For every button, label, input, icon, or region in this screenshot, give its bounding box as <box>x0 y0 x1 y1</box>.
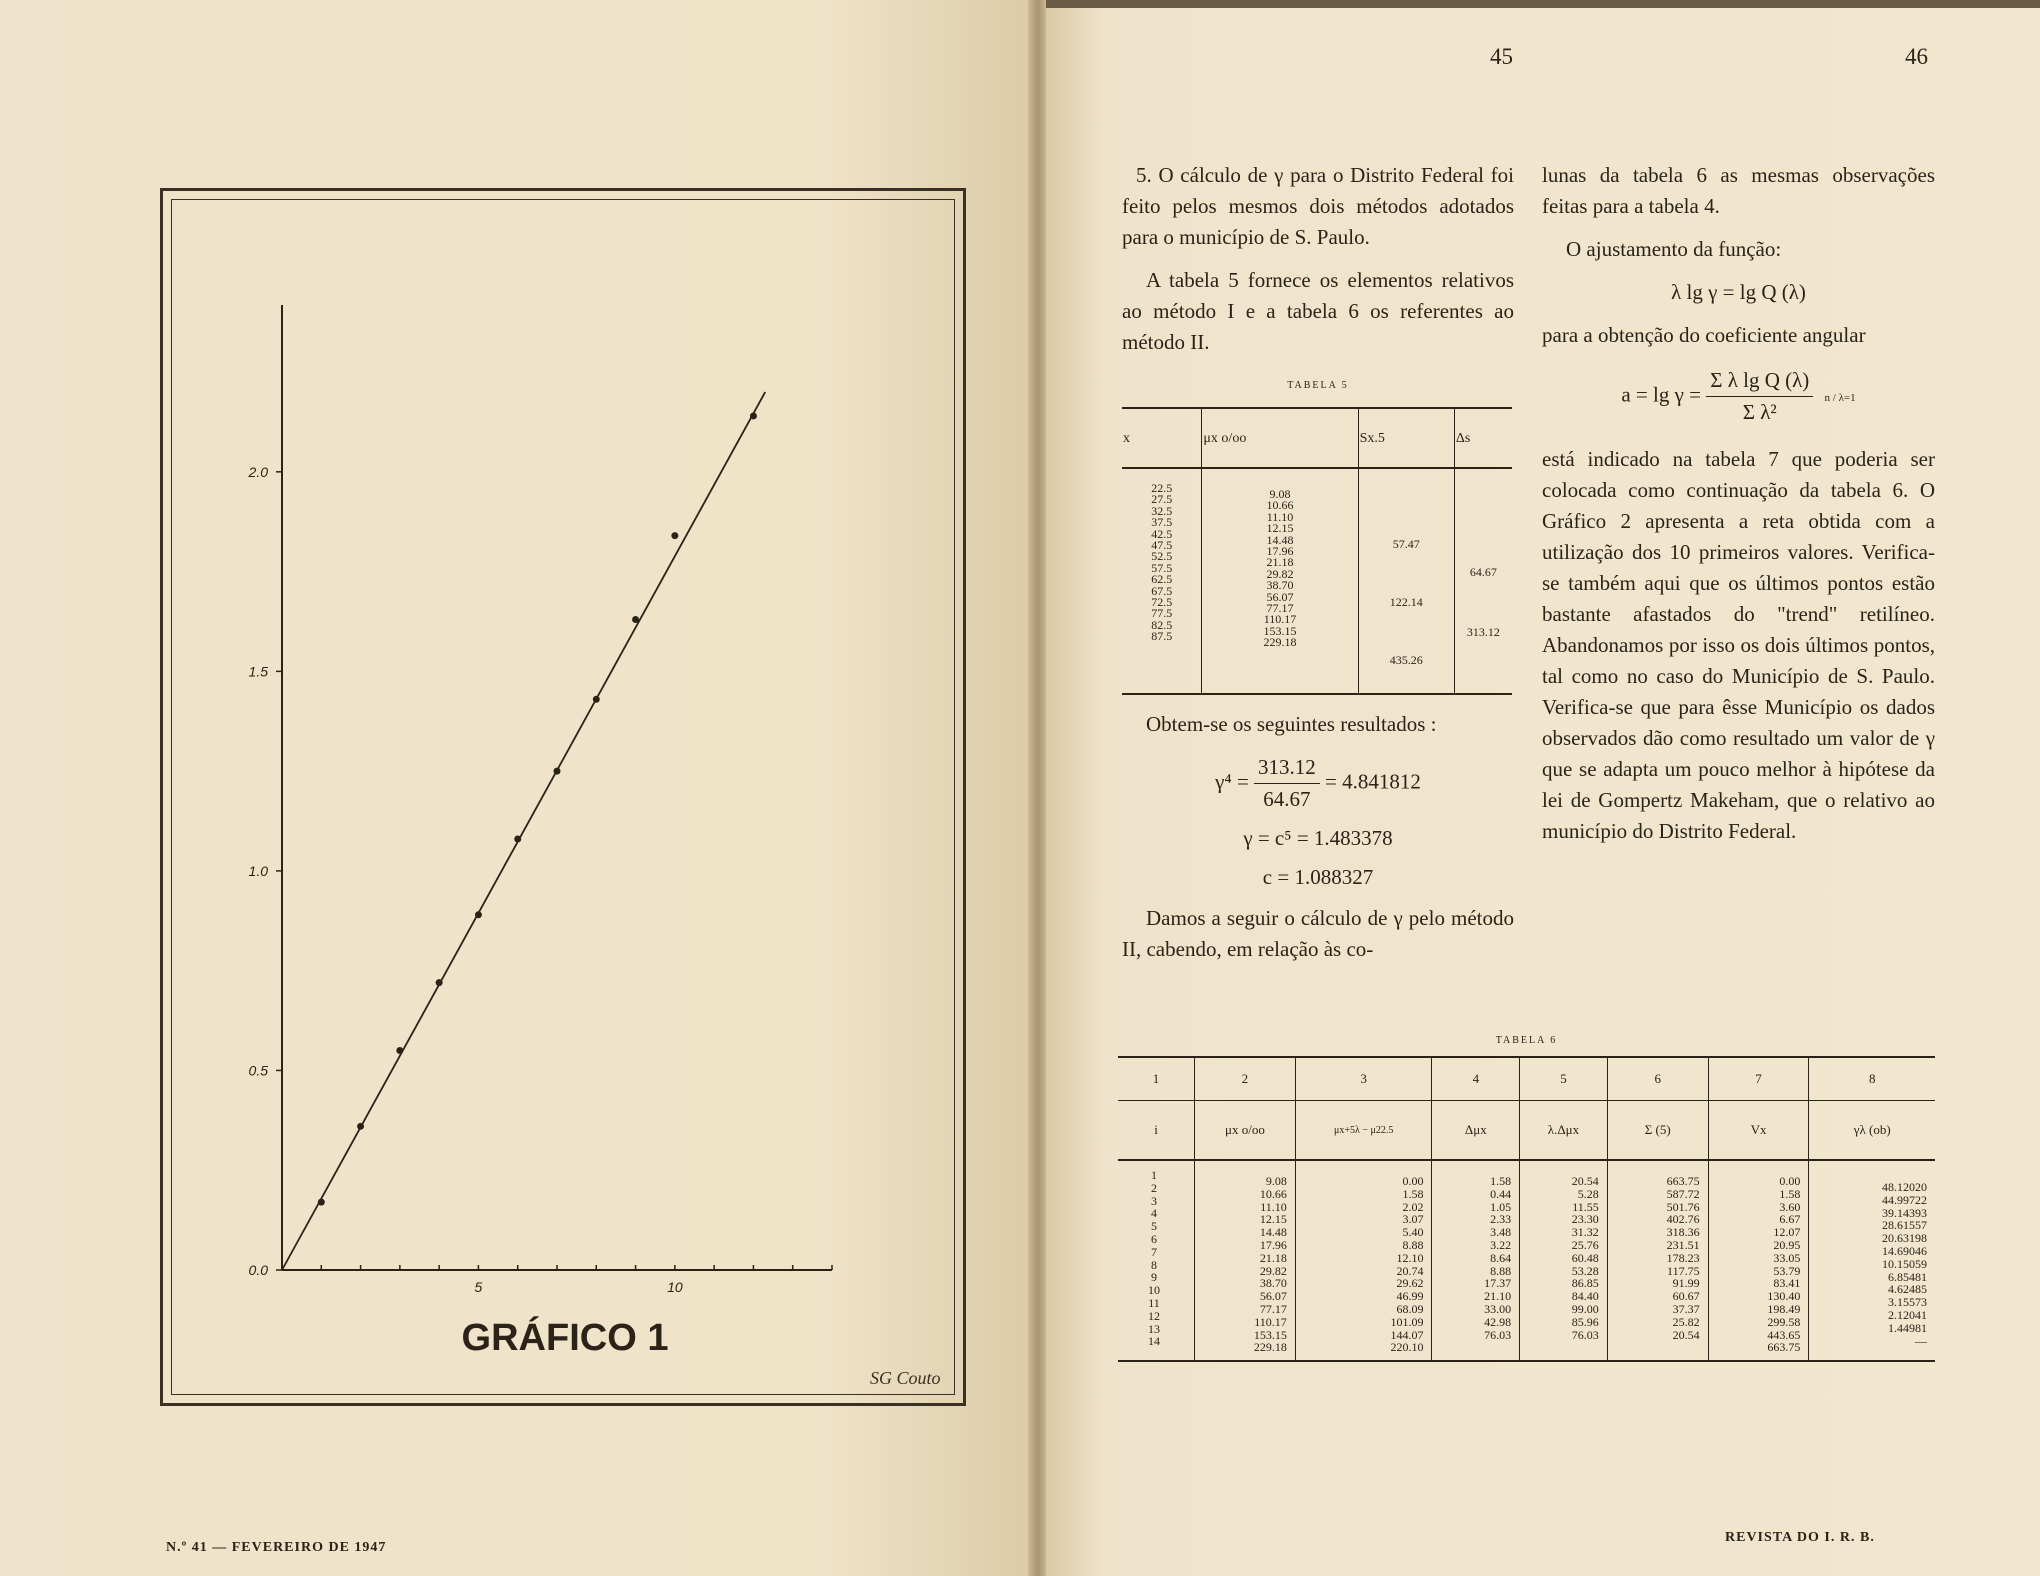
t6-c6-value: 117.75 <box>1667 1263 1700 1278</box>
t6-c8-value: 3.15573 <box>1888 1295 1927 1310</box>
page-number-45: 45 <box>1490 44 1513 69</box>
t6-colnum-4: 4 <box>1432 1057 1520 1101</box>
t6-c2-value: 11.10 <box>1260 1199 1287 1214</box>
eq2-fraction <box>1706 365 1813 428</box>
t6-header-sum: Σ (5) <box>1607 1101 1708 1161</box>
data-point <box>593 696 600 703</box>
t6-c6-value: 91.99 <box>1672 1276 1700 1291</box>
equation-lambda: λ lg γ = lg Q (λ) <box>1671 280 1806 304</box>
t6-c2-value: 29.82 <box>1259 1263 1287 1278</box>
t6-c7-value: 130.40 <box>1767 1289 1801 1304</box>
t6-col-1 <box>1118 1160 1195 1360</box>
t5-header-x: x <box>1122 408 1202 468</box>
t6-c1-value: 8 <box>1151 1257 1157 1272</box>
t5-col-s: 57.47 122.14 435.26 <box>1358 468 1454 693</box>
table5-caption: TABELA 5 <box>1287 380 1349 391</box>
t6-c4-value: 76.03 <box>1484 1327 1512 1342</box>
t6-c3-value: 144.07 <box>1390 1327 1424 1342</box>
x-tick-label: 10 <box>667 1279 683 1295</box>
x-tick-label: 5 <box>474 1279 483 1295</box>
t6-c3-value: 46.99 <box>1396 1289 1424 1304</box>
t6-colnum-1: 1 <box>1118 1057 1195 1101</box>
t6-c3-value: 12.10 <box>1396 1250 1424 1265</box>
t6-colnum-2: 2 <box>1195 1057 1296 1101</box>
t6-c8-value: 14.69046 <box>1882 1243 1927 1258</box>
t6-c1-value: 12 <box>1148 1308 1160 1323</box>
table6-caption: TABELA 6 <box>1495 1035 1558 1046</box>
t6-c7-value: 6.67 <box>1779 1212 1801 1227</box>
t6-c1-value: 3 <box>1151 1193 1157 1208</box>
t6-c4-value: 0.44 <box>1490 1186 1512 1201</box>
t6-c8-value: 20.63198 <box>1882 1231 1927 1246</box>
t6-c2-value: 12.15 <box>1259 1212 1287 1227</box>
t6-c3-value: 3.07 <box>1402 1212 1424 1227</box>
t6-c6-value: 318.36 <box>1666 1225 1700 1240</box>
t6-c1-value: 7 <box>1151 1244 1157 1259</box>
t6-c2-value: 56.07 <box>1259 1289 1287 1304</box>
t6-colnum-5: 5 <box>1520 1057 1608 1101</box>
t5-header-mu: μx o/oo <box>1202 408 1358 468</box>
t6-c6-value: 501.76 <box>1666 1199 1700 1214</box>
t6-c3-value: 1.58 <box>1402 1186 1424 1201</box>
equation-gamma: γ = c⁵ = 1.483378 <box>1243 826 1393 850</box>
t6-c4-value: 33.00 <box>1484 1301 1512 1316</box>
t6-col-8 <box>1809 1160 1935 1360</box>
t6-c8-value: 10.15059 <box>1882 1256 1927 1271</box>
t6-c2-value: 77.17 <box>1259 1301 1287 1316</box>
eq1-rhs: = 4.841812 <box>1325 769 1421 794</box>
t6-colnum-7: 7 <box>1708 1057 1809 1101</box>
eq1-denominator: 64.67 <box>1263 787 1311 811</box>
t6-c2-value: 38.70 <box>1259 1276 1287 1291</box>
t6-c3-value: 68.09 <box>1396 1301 1424 1316</box>
t6-c4-value: 1.58 <box>1490 1174 1512 1188</box>
t6-colnum-8: 8 <box>1809 1057 1935 1101</box>
paragraph-tabela-intro: A tabela 5 fornece os elementos relativos ao método I e a tabela 6 os referentes ao método II. <box>1122 268 1514 354</box>
t5-header-ds: Δs <box>1454 408 1512 468</box>
chart-ticks <box>248 464 832 1295</box>
paragraph-colunas: lunas da tabela 6 as mesmas observações feitas para a tabela 4. <box>1542 163 1935 218</box>
t6-c8-value: 28.61557 <box>1882 1218 1927 1233</box>
t6-c2-value: 153.15 <box>1253 1327 1287 1342</box>
data-point <box>396 1047 403 1054</box>
t6-c3-value: 220.10 <box>1390 1340 1424 1355</box>
equation-a <box>1542 365 1935 428</box>
t6-c7-value: 3.60 <box>1779 1199 1801 1214</box>
t6-c5-value: 11.55 <box>1572 1199 1599 1214</box>
text-column-1 <box>1122 160 1514 977</box>
data-point <box>357 1123 364 1130</box>
chart-axes <box>282 305 832 1270</box>
t6-c3-value: 8.88 <box>1402 1237 1424 1252</box>
book-gutter <box>1028 0 1048 1576</box>
t6-c7-value: 663.75 <box>1767 1340 1801 1355</box>
t6-c7-value: 0.00 <box>1779 1174 1801 1188</box>
t6-c2-value: 21.18 <box>1259 1250 1287 1265</box>
t6-c8-value: 4.62485 <box>1888 1282 1927 1297</box>
t6-c3-value: 20.74 <box>1396 1263 1424 1278</box>
t6-c5-value: 84.40 <box>1571 1289 1599 1304</box>
t6-col-7 <box>1708 1160 1809 1360</box>
t6-c7-value: 20.95 <box>1773 1237 1801 1252</box>
left-footer: N.º 41 — FEVEREIRO DE 1947 <box>166 1540 387 1555</box>
t5-header-s: Sx.5 <box>1358 408 1454 468</box>
y-tick-label: 2.0 <box>248 463 268 480</box>
t5-col-ds: 64.67 313.12 <box>1454 468 1512 693</box>
t6-c1-value: 10 <box>1148 1283 1160 1298</box>
data-point <box>436 979 443 986</box>
t6-c7-value: 1.58 <box>1779 1186 1801 1201</box>
top-edge <box>1046 0 2040 8</box>
t6-c7-value: 299.58 <box>1767 1314 1801 1329</box>
data-point <box>514 835 521 842</box>
t6-c7-value: 53.79 <box>1773 1263 1801 1278</box>
y-tick-label: 1.0 <box>248 862 268 879</box>
data-point <box>554 768 561 775</box>
t6-c2-value: 229.18 <box>1253 1340 1287 1355</box>
t6-col-3 <box>1295 1160 1432 1360</box>
t6-c7-value: 198.49 <box>1767 1301 1801 1316</box>
t6-c8-value: 44.99722 <box>1882 1192 1927 1207</box>
t6-c6-value: 60.67 <box>1672 1289 1700 1304</box>
table-5 <box>1122 407 1512 695</box>
t6-c4-value: 3.22 <box>1490 1237 1512 1252</box>
eq1-lhs: γ⁴ = <box>1215 769 1249 794</box>
t6-c3-value: 29.62 <box>1396 1276 1424 1291</box>
t6-c7-value: 12.07 <box>1773 1225 1801 1240</box>
chart-title: GRÁFICO 1 <box>461 1317 669 1359</box>
text-column-2 <box>1542 160 1935 859</box>
y-tick-label: 0.5 <box>248 1062 268 1079</box>
t6-c5-value: 85.96 <box>1571 1314 1599 1329</box>
t6-header-gamma: γλ (ob) <box>1809 1101 1935 1161</box>
t6-c6-value: 663.75 <box>1666 1174 1700 1188</box>
t6-c5-value: 53.28 <box>1571 1263 1599 1278</box>
eq2-limits: n / λ=1 <box>1824 392 1856 405</box>
paragraph-resultados: Obtem-se os seguintes resultados : <box>1146 712 1437 736</box>
t6-c4-value: 17.37 <box>1484 1276 1512 1291</box>
t6-c2-value: 17.96 <box>1259 1237 1287 1252</box>
t6-c4-value: 21.10 <box>1484 1289 1512 1304</box>
t6-header-lambda-dmu: λ.Δμx <box>1520 1101 1608 1161</box>
t6-header-mu-diff: μx+5λ − μ22.5 <box>1295 1101 1432 1161</box>
t6-c1-value: 9 <box>1151 1270 1157 1285</box>
t6-col-4 <box>1432 1160 1520 1360</box>
t6-c4-value: 3.48 <box>1490 1225 1512 1240</box>
t6-c5-value: 20.54 <box>1571 1174 1599 1188</box>
t6-c5-value: 99.00 <box>1571 1301 1599 1316</box>
t6-c1-value: 2 <box>1151 1180 1157 1195</box>
equation-gamma4 <box>1122 752 1514 815</box>
t6-c5-value: 86.85 <box>1571 1276 1599 1291</box>
t6-col-5 <box>1520 1160 1608 1360</box>
t6-c1-value: 11 <box>1148 1295 1160 1310</box>
t6-c4-value: 8.64 <box>1490 1250 1512 1265</box>
t6-colnum-6: 6 <box>1607 1057 1708 1101</box>
t6-c6-value: 178.23 <box>1666 1250 1700 1265</box>
t6-c2-value: 14.48 <box>1259 1225 1287 1240</box>
t6-c5-value: 60.48 <box>1571 1250 1599 1265</box>
chart-trend-line <box>282 392 765 1270</box>
t6-c1-value: 5 <box>1151 1219 1157 1234</box>
t5-col-x: 22.5 27.5 32.5 37.5 42.5 47.5 52.5 57.5 62.5 67.5 72.5 77.5 82.5 87.5 <box>1151 481 1173 644</box>
y-tick-label: 0.0 <box>248 1262 268 1278</box>
t6-c3-value: 5.40 <box>1402 1225 1424 1240</box>
t6-c4-value: 2.33 <box>1490 1212 1512 1227</box>
eq2-lhs: a = lg γ = <box>1621 382 1701 407</box>
page-number-46: 46 <box>1905 44 1928 69</box>
t6-c8-value: — <box>1915 1333 1927 1348</box>
t6-c4-value: 42.98 <box>1484 1314 1512 1329</box>
t6-c8-value: 1.44981 <box>1888 1320 1927 1335</box>
t6-header-i: i <box>1118 1101 1195 1161</box>
t6-header-vx: Vx <box>1708 1101 1809 1161</box>
t6-c8-value: 39.14393 <box>1882 1205 1927 1220</box>
trend-line <box>282 392 765 1270</box>
eq2-denominator: Σ λ² <box>1742 400 1777 424</box>
t6-c2-value: 9.08 <box>1265 1174 1287 1188</box>
signature: SG Couto <box>870 1368 941 1388</box>
t6-c5-value: 5.28 <box>1577 1186 1599 1201</box>
y-tick-label: 1.5 <box>248 663 268 680</box>
t6-c6-value: 37.37 <box>1672 1301 1700 1316</box>
t6-c1-value: 4 <box>1151 1206 1157 1221</box>
paragraph-ajustamento: O ajustamento da função: <box>1566 237 1782 261</box>
t6-c8-value: 6.85481 <box>1888 1269 1927 1284</box>
t6-c4-value: 1.05 <box>1490 1199 1512 1214</box>
t6-c7-value: 83.41 <box>1773 1276 1801 1291</box>
paragraph-5: 5. O cálculo de γ para o Distrito Federal foi feito pelos mesmos dois métodos adotados para o município de S. Paulo. <box>1122 163 1514 249</box>
data-point <box>750 412 757 419</box>
table-6-wrap <box>1118 1025 1935 1362</box>
eq1-fraction <box>1254 752 1320 815</box>
eq1-numerator: 313.12 <box>1254 752 1320 784</box>
t6-c4-value: 8.88 <box>1490 1263 1512 1278</box>
t6-c7-value: 443.65 <box>1767 1327 1801 1342</box>
t6-c3-value: 0.00 <box>1402 1174 1424 1188</box>
data-point <box>632 616 639 623</box>
t5-col-mu: 9.08 10.66 11.10 12.15 14.48 17.96 21.18 29.82 38.70 56.07 77.17 110.17 153.15 229.18 <box>1202 468 1358 693</box>
t6-c5-value: 76.03 <box>1571 1327 1599 1342</box>
data-point <box>671 532 678 539</box>
t6-c2-value: 10.66 <box>1259 1186 1287 1201</box>
t6-c5-value: 25.76 <box>1571 1237 1599 1252</box>
paragraph-metodo-ii: Damos a seguir o cálculo de γ pelo método II, cabendo, em relação às co- <box>1122 906 1514 961</box>
t6-c6-value: 231.51 <box>1666 1237 1700 1252</box>
table-6 <box>1118 1056 1935 1362</box>
t6-col-6 <box>1607 1160 1708 1360</box>
data-point <box>318 1199 325 1206</box>
t6-c5-value: 31.32 <box>1571 1225 1599 1240</box>
t6-c5-value: 23.30 <box>1571 1212 1599 1227</box>
t6-header-mu: μx o/oo <box>1195 1101 1296 1161</box>
t6-c1-value: 6 <box>1151 1231 1157 1246</box>
t6-c3-value: 101.09 <box>1390 1314 1424 1329</box>
t6-c1-value: 1 <box>1151 1168 1157 1182</box>
t6-col-2 <box>1195 1160 1296 1360</box>
t6-c6-value: 587.72 <box>1666 1186 1700 1201</box>
equation-c: c = 1.088327 <box>1262 865 1374 889</box>
t6-c1-value: 14 <box>1148 1334 1160 1349</box>
t6-c3-value: 2.02 <box>1402 1199 1424 1214</box>
right-footer: REVISTA DO I. R. B. <box>1725 1530 1875 1545</box>
t6-c8-value: 2.12041 <box>1888 1307 1927 1322</box>
t6-c6-value: 25.82 <box>1672 1314 1700 1329</box>
eq2-numerator: Σ λ lg Q (λ) <box>1706 365 1813 397</box>
t6-c7-value: 33.05 <box>1773 1250 1801 1265</box>
t6-colnum-3: 3 <box>1295 1057 1432 1101</box>
t6-c6-value: 20.54 <box>1672 1327 1700 1342</box>
t6-c2-value: 110.17 <box>1254 1314 1287 1329</box>
paragraph-tabela-7: está indicado na tabela 7 que poderia ser colocada como continuação da tabela 6. O Gráfico 2 apresenta a reta obtida com a utilização dos 10 primeiros valores. Verifica-se também aqui que os últimos pontos estão bastante afastados do "trend" retilíneo. Abandonamos por isso os dois últimos pontos, tal como no caso do Município de S. Paulo. Verifica-se que para êsse Município os dados observados dão como resultado um valor de γ que se adapta um pouco melhor à hipótese da lei de Gompertz Makeham, que o relativo ao município do Distrito Federal. <box>1542 447 1935 843</box>
t6-c6-value: 402.76 <box>1666 1212 1700 1227</box>
t6-c8-value: 48.12020 <box>1882 1180 1927 1194</box>
t6-c1-value: 13 <box>1148 1321 1160 1336</box>
t6-header-dmu: Δμx <box>1432 1101 1520 1161</box>
data-point <box>475 911 482 918</box>
paragraph-coeficiente: para a obtenção do coeficiente angular <box>1542 323 1866 347</box>
